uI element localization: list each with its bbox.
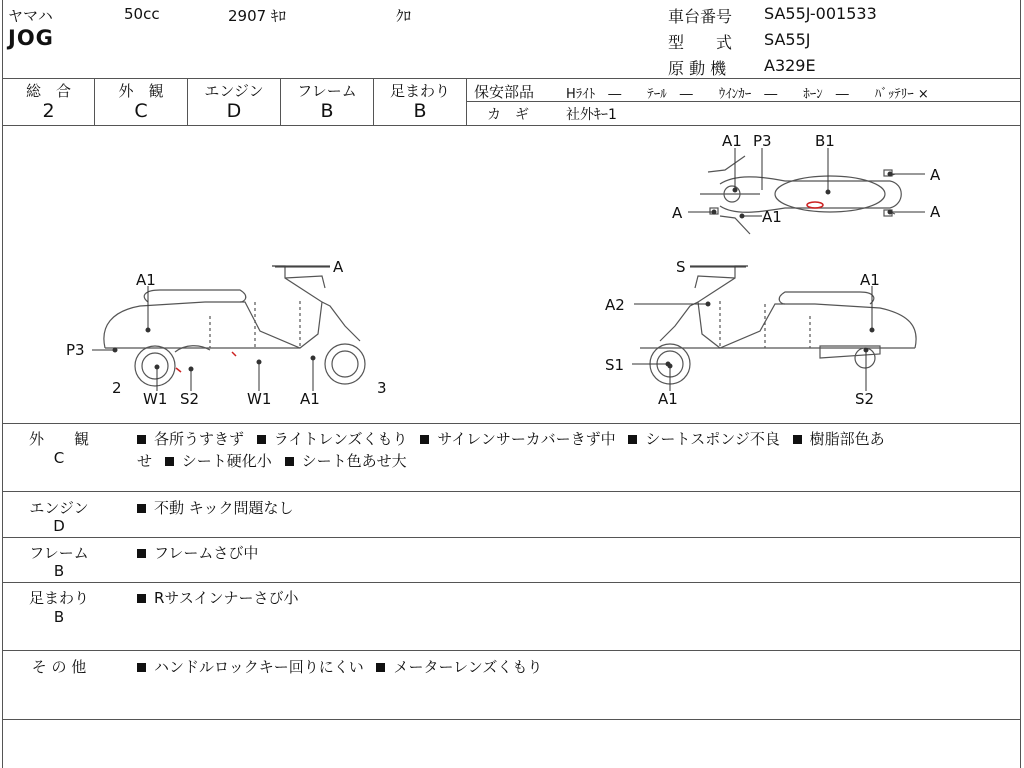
remark-grade-exterior: C — [53, 449, 65, 467]
bullet-icon — [376, 663, 385, 672]
remark-item: シート色あせ大 — [301, 452, 407, 470]
remark-items-suspension — [137, 587, 299, 608]
remark-item: ライトレンズくもり — [273, 430, 408, 448]
label-right-a1-bottom: A1 — [658, 390, 678, 408]
grade-value-suspension: B — [413, 100, 427, 122]
type-label: 型 式 — [668, 33, 733, 52]
remark-category-suspension: 足まわり — [28, 589, 89, 607]
remark-divider-4 — [2, 650, 1021, 651]
remark-item: 不動 キック問題なし — [154, 499, 294, 517]
remark-grade-engine: D — [53, 517, 65, 535]
grade-label-engine: エンジン — [204, 82, 264, 100]
key-value: 社外ｷｰ1 — [566, 107, 617, 123]
remark-divider-1 — [2, 491, 1021, 492]
label-left-2: 2 — [112, 379, 122, 397]
grade-label-overall: 総 合 — [25, 82, 71, 100]
label-right-s2: S2 — [855, 390, 875, 408]
bullet-icon — [793, 435, 802, 444]
label-left-3: 3 — [377, 379, 387, 397]
remark-item: 樹脂部色あ — [809, 430, 885, 448]
remark-item: フレームさび中 — [154, 544, 259, 562]
bullet-icon — [137, 435, 146, 444]
bullet-icon — [165, 457, 174, 466]
label-top-a-front: A — [672, 204, 683, 222]
frame-no-label: 車台番号 — [668, 7, 733, 26]
remark-items-exterior-cont — [137, 450, 407, 471]
remark-item: ハンドルロックキー回りにくい — [154, 658, 364, 676]
remark-item: サイレンサーカバーきず中 — [437, 430, 616, 448]
label-right-s: S — [676, 258, 686, 276]
remark-item: Rサスインナーさび小 — [154, 589, 299, 607]
bullet-icon — [628, 435, 637, 444]
label-right-a2: A2 — [605, 296, 625, 314]
scooter-top-view — [700, 156, 901, 234]
label-top-p3: P3 — [753, 132, 772, 150]
mileage: 2907 ｷﾛ — [228, 7, 286, 25]
remark-item: メーターレンズくもり — [393, 658, 543, 676]
engine-value: A329E — [764, 56, 816, 75]
diagram-divider — [2, 423, 1021, 424]
right-border — [1020, 0, 1021, 768]
label-top-a1: A1 — [722, 132, 742, 150]
frame-no: SA55J-001533 — [764, 4, 877, 23]
remark-items-engine — [137, 497, 293, 518]
grade-value-exterior: C — [134, 100, 148, 122]
grade-label-suspension: 足まわり — [389, 82, 450, 100]
label-right-a1-top: A1 — [860, 271, 880, 289]
remark-grade-frame: B — [53, 562, 65, 580]
grade-label-frame: フレーム — [297, 82, 357, 100]
grade-value-engine: D — [226, 100, 242, 122]
remark-category-exterior: 外 観 — [28, 430, 89, 448]
label-right-s1: S1 — [605, 356, 625, 374]
label-left-a1-top: A1 — [136, 271, 156, 289]
remark-items-exterior — [137, 428, 885, 449]
grade-value-overall: 2 — [42, 100, 55, 122]
remark-items-other — [137, 656, 542, 677]
label-left-p3: P3 — [66, 341, 85, 359]
remark-divider-2 — [2, 537, 1021, 538]
remark-item: 各所うすきず — [154, 430, 245, 448]
key-label: カ ギ — [487, 107, 529, 123]
label-left-a: A — [333, 258, 344, 276]
label-left-w1: W1 — [247, 390, 272, 408]
color: ｸﾛ — [396, 7, 412, 25]
bullet-icon — [137, 504, 146, 513]
remark-divider-5 — [2, 719, 1021, 720]
safety-items: Hﾗｲﾄ ― ﾃｰﾙ ― ｳｲﾝｶｰ ― ﾎｰﾝ ― ﾊﾞｯﾃﾘｰ × — [566, 87, 929, 102]
label-left-a1-bottom: A1 — [300, 390, 320, 408]
engine-label: 原 動 機 — [668, 59, 727, 78]
model-name: JOG — [8, 26, 54, 50]
remark-category-engine: エンジン — [29, 499, 89, 517]
safety-label: 保安部品 — [474, 83, 535, 101]
remark-item: シートスポンジ不良 — [645, 430, 780, 448]
damage-diagram — [0, 126, 1020, 422]
label-top-a1-lower: A1 — [762, 208, 782, 226]
label-top-b1: B1 — [815, 132, 835, 150]
grade-label-exterior: 外 観 — [118, 82, 164, 100]
displacement: 50cc — [124, 5, 160, 23]
type-value: SA55J — [764, 30, 811, 49]
label-left-w1-front: W1 — [143, 390, 168, 408]
bullet-icon — [420, 435, 429, 444]
bullet-icon — [137, 663, 146, 672]
remark-category-frame: フレーム — [29, 544, 89, 562]
remark-item: シート硬化小 — [181, 452, 272, 470]
remark-grade-suspension: B — [53, 608, 65, 626]
bullet-icon — [257, 435, 266, 444]
label-left-s2: S2 — [180, 390, 200, 408]
bullet-icon — [285, 457, 294, 466]
header-divider — [2, 78, 1021, 79]
label-top-a-lower: A — [930, 203, 941, 221]
remark-divider-3 — [2, 582, 1021, 583]
bullet-icon — [137, 549, 146, 558]
maker: ヤマハ — [8, 7, 53, 25]
remark-items-frame — [137, 542, 258, 563]
label-top-a-upper: A — [930, 166, 941, 184]
grade-value-frame: B — [320, 100, 334, 122]
remark-item: せ — [137, 452, 153, 470]
bullet-icon — [137, 594, 146, 603]
remark-category-other: そ の 他 — [31, 658, 87, 676]
damage-marks — [176, 202, 823, 372]
